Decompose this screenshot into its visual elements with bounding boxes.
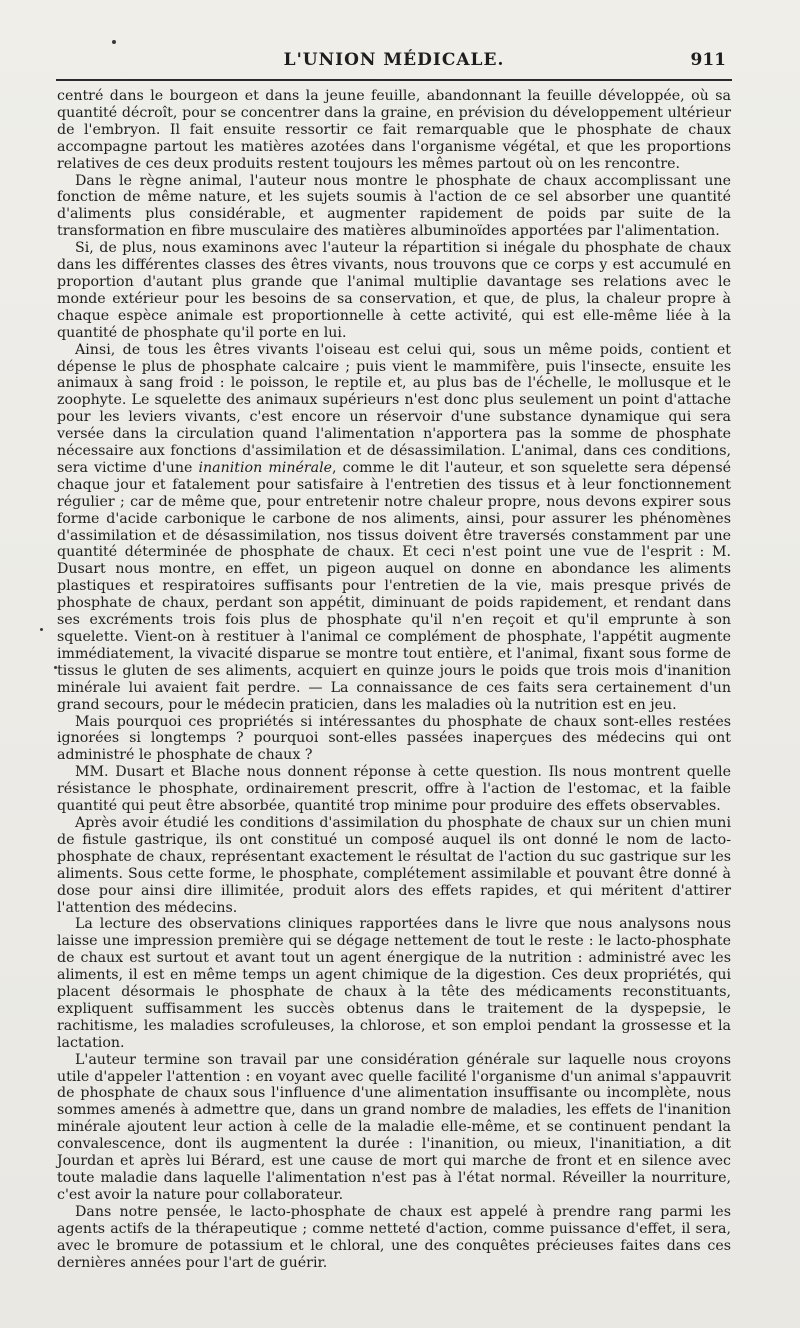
paragraph-4-italic-term: inanition minérale (198, 459, 333, 476)
paragraph-4-text-after: , comme le dit l'auteur, et son squelette sera dépensé chaque jour et fatalement pour satisfaire à l'entretien des tissus et à leur fonctionnement régulier ; car de même que, pour entretenir notre chaleur propre, nous devons expirer sous forme d'acide carbonique le carbone de nos aliments, ainsi, pour assurer les phénomènes d'assimilation et de désassimilation, nos tissus doivent être traversés constamment par une quantité déterminée de phosphate de chaux. Et ceci n'est point une vue de l'esprit : M. Dusart nous montre, en effet, un pigeon auquel on donne en abondance les aliments plastiques et respiratoires suffisants pour l'entretien de la vie, mais presque privés de phosphate de chaux, perdant son appétit, diminuant de poids rapidement, et rendant dans ses excréments trois fois plus de phosphate qu'il n'en reçoit et qu'il emprunte à son squelette. Vient-on à restituer à l'animal ce complément de phosphate, l'appétit augmente immédiatement, la vivacité disparue se montre tout entière, et l'animal, fixant sous forme de tissus le gluten de ses aliments, acquiert en quinze jours le poids que trois mois d'inanition minérale lui avaient fait perdre. — La connaissance de ces faits sera certainement d'un grand secours, pour le médecin praticien, dans les maladies où la nutrition est en jeu. (57, 459, 731, 713)
print-speck (54, 666, 57, 669)
paragraph-3: Si, de plus, nous examinons avec l'auteur la répartition si inégale du phosphate de chaux dans les différentes classes des êtres vivants, nous trouvons que ce corps y est accumulé en proportion d'autant plus grande que l'animal multiplie davantage ses relations avec le monde extérieur pour les besoins de sa conservation, et que, de plus, la chaleur propre à chaque espèce animale est proportionnelle à cette activité, qui est elle-même liée à la quantité de phosphate qu'il porte en lui. (57, 240, 731, 341)
paragraph-7: Après avoir étudié les conditions d'assimilation du phosphate de chaux sur un chien muni de fistule gastrique, ils ont constitué un composé auquel ils ont donné le nom de lacto-phosphate de chaux, représentant exactement le résultat de l'action du suc gastrique sur les aliments. Sous cette forme, le phosphate, complétement assimilable et pouvant être donné à dose pour ainsi dire illimitée, produit alors des effets rapides, et qui méritent d'attirer l'attention des médecins. (57, 814, 731, 916)
page-header (56, 50, 732, 76)
paragraph-5: Mais pourquoi ces propriétés si intéressantes du phosphate de chaux sont-elles restées ignorées si longtemps ? pourquoi sont-elles passées inaperçues des médecins qui ont administré le phosphate de chaux ? (57, 713, 731, 764)
paragraph-6: MM. Dusart et Blache nous donnent réponse à cette question. Ils nous montrent quelle résistance le phosphate, ordinairement prescrit, offre à l'action de l'estomac, et la faible quantité qui peut être absorbée, quantité trop minime pour produire des effets observables. (57, 764, 731, 815)
paragraph-9: L'auteur termine son travail par une considération générale sur laquelle nous croyons utile d'appeler l'attention : en voyant avec quelle facilité l'organisme d'un animal s'appauvrit de phosphate de chaux sous l'influence d'une alimentation insuffisante ou incomplète, nous sommes amenés à admettre que, dans un grand nombre de maladies, les effets de l'inanition minérale ajoutent leur action à celle de la maladie elle-même, et se continuent pendant la convalescence, dont ils augmentent la durée : l'inanition, ou mieux, l'inanitiation, a dit Jourdan et après lui Bérard, est une cause de mort qui marche de front et en silence avec toute maladie dans laquelle l'alimentation n'est pas à l'état normal. Réveiller la nourriture, c'est avoir la nature pour collaborateur. (57, 1051, 731, 1203)
print-speck (40, 628, 43, 631)
article-body (57, 88, 731, 1271)
paragraph-10: Dans notre pensée, le lacto-phosphate de chaux est appelé à prendre rang parmi les agents actifs de la thérapeutique ; comme netteté d'action, comme puissance d'effet, il sera, avec le bromure de potassium et le chloral, une des conquêtes précieuses faites dans ces dernières années pour l'art de guérir. (57, 1203, 731, 1271)
paragraph-4 (57, 342, 731, 714)
paragraph-2: Dans le règne animal, l'auteur nous montre le phosphate de chaux accomplissant une fonction de même nature, et les sujets soumis à l'action de ce sel absorber une quantité d'aliments plus considérable, et augmenter rapidement de poids par suite de la transformation en fibre musculaire des matières albuminoïdes apportées par l'alimentation. (57, 172, 731, 240)
running-title: L'UNION MÉDICALE. (283, 50, 505, 70)
paragraph-4-text-before: Ainsi, de tous les êtres vivants l'oiseau est celui qui, sous un même poids, contient et dépense le plus de phosphate calcaire ; puis vient le mammifère, puis l'insecte, ensuite les animaux à sang froid : le poisson, le reptile et, au plus bas de l'échelle, le mollusque et le zoophyte. Le squelette des animaux supérieurs n'est donc plus seulement un point d'attache pour les leviers vivants, c'est encore un réservoir d'une substance dynamique qui sera versée dans la circulation quand l'alimentation n'apportera pas la somme de phosphate nécessaire aux fonctions d'assimilation et de désassimilation. L'animal, dans ces conditions, sera victime d'une (57, 341, 731, 476)
paragraph-8: La lecture des observations cliniques rapportées dans le livre que nous analysons nous laisse une impression première qui se dégage nettement de tout le reste : le lacto-phosphate de chaux est surtout et avant tout un agent énergique de la nutrition : administré avec les aliments, il est en même temps un agent chimique de la digestion. Ces deux propriétés, qui placent désormais le phosphate de chaux à la tête des médicaments reconstituants, expliquent suffisamment les succès obtenus dans le traitement de la dyspepsie, le rachitisme, les maladies scrofuleuses, la chlorose, et son emploi pendant la grossesse et la lactation. (57, 916, 731, 1051)
header-rule (56, 79, 732, 81)
page-number: 911 (690, 50, 726, 70)
paragraph-1: centré dans le bourgeon et dans la jeune feuille, abandonnant la feuille développée, où sa quantité décroît, pour se concentrer dans la graine, en prévision du développement ultérieur de l'embryon. Il fait ensuite ressortir ce fait remarquable que le phosphate de chaux accompagne partout les matières azotées dans l'organisme végétal, et que les proportions relatives de ces deux produits restent toujours les mêmes partout où on les rencontre. (57, 88, 731, 172)
print-speck (112, 40, 116, 44)
